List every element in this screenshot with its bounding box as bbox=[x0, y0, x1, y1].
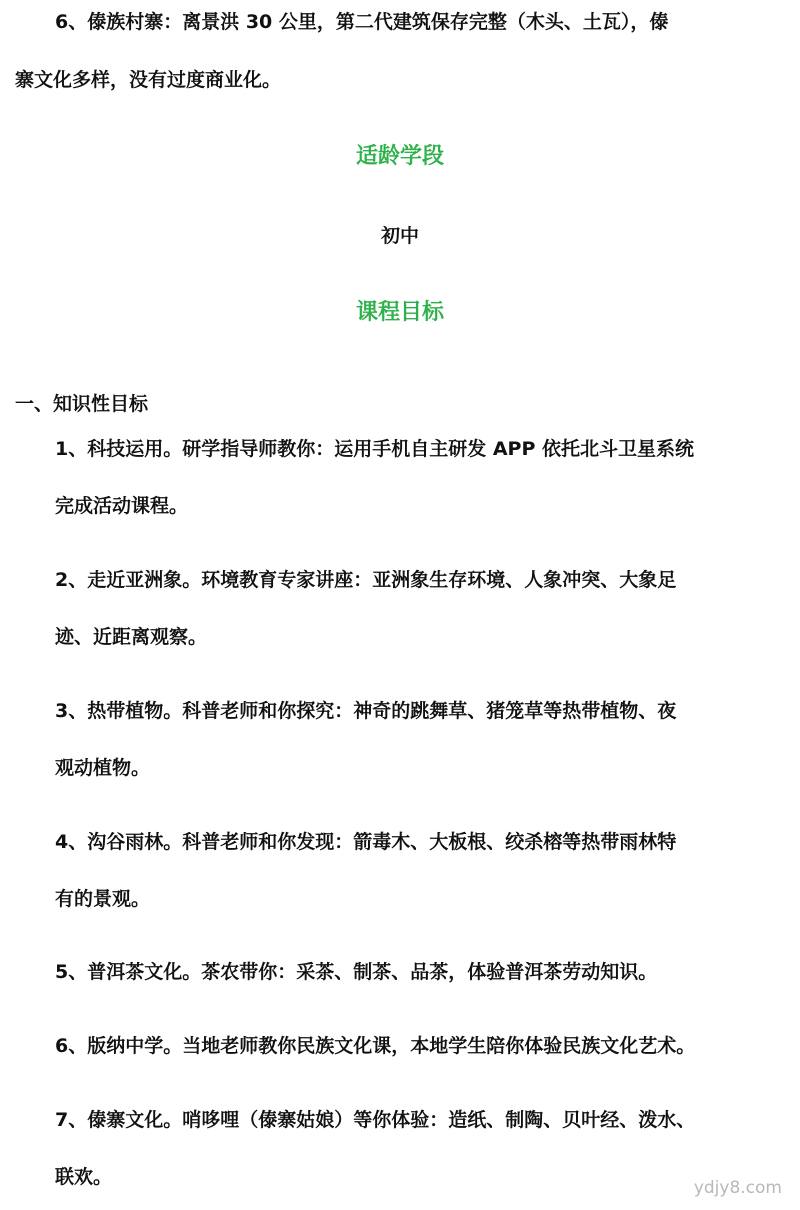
goal-item-4-line1: 4、沟谷雨林。科普老师和你发现：箭毒木、大板根、绞杀榕等热带雨林特 bbox=[55, 831, 677, 853]
goal-item-7-line2: 联欢。 bbox=[55, 1166, 113, 1188]
goals-section-heading: 课程目标 bbox=[355, 300, 444, 325]
site-watermark: ydjy8.com bbox=[693, 1178, 782, 1198]
age-section-value: 初中 bbox=[380, 225, 419, 247]
goal-item-2-line2: 迹、近距离观察。 bbox=[55, 626, 208, 648]
goal-item-2-line1: 2、走近亚洲象。环境教育专家讲座：亚洲象生存环境、人象冲突、大象足 bbox=[55, 569, 677, 591]
intro-item6-line1: 6、傣族村寨：离景洪 30 公里，第二代建筑保存完整（木头、土瓦），傣 bbox=[55, 11, 669, 33]
age-section-heading: 适龄学段 bbox=[355, 144, 444, 169]
goal-item-3-line2: 观动植物。 bbox=[55, 757, 151, 779]
goal-item-6-line1: 6、版纳中学。当地老师教你民族文化课，本地学生陪你体验民族文化艺术。 bbox=[55, 1035, 696, 1057]
goal-item-5-line1: 5、普洱茶文化。茶农带你：采茶、制茶、品茶，体验普洱茶劳动知识。 bbox=[55, 961, 658, 983]
goal-item-1-line1: 1、科技运用。研学指导师教你：运用手机自主研发 APP 依托北斗卫星系统 bbox=[55, 438, 695, 460]
intro-item6-line2: 寨文化多样，没有过度商业化。 bbox=[15, 69, 282, 91]
goal-item-7-line1: 7、傣寨文化。哨哆哩（傣寨姑娘）等你体验：造纸、制陶、贝叶经、泼水、 bbox=[55, 1109, 696, 1131]
goal-item-3-line1: 3、热带植物。科普老师和你探究：神奇的跳舞草、猪笼草等热带植物、夜 bbox=[55, 700, 677, 722]
goal-item-1-line2: 完成活动课程。 bbox=[55, 495, 189, 517]
goal-item-4-line2: 有的景观。 bbox=[55, 888, 151, 910]
knowledge-goals-subheading: 一、知识性目标 bbox=[15, 393, 149, 415]
